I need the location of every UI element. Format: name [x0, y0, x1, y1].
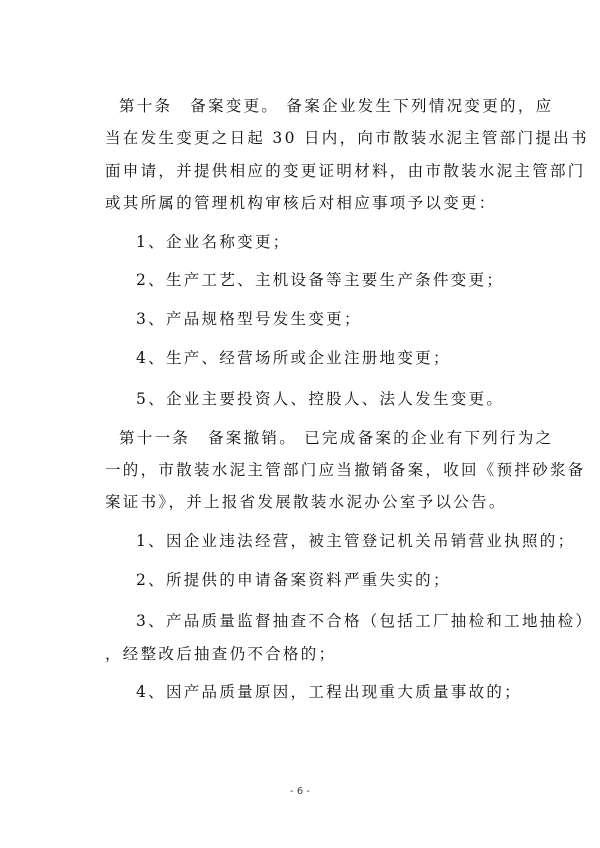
article11-item-2: 2、所提供的申请备案资料严重失实的；	[136, 571, 451, 589]
article10-item-3: 3、产品规格型号发生变更；	[136, 310, 362, 328]
article11-line-1: 第十一条 备案撤销。 已完成备案的企业有下列行为之	[119, 429, 554, 447]
article11-line-3: 案证书》，并上报省发展散装水泥办公室予以公告。	[105, 493, 507, 511]
article10-item-4: 4、生产、经营场所或企业注册地变更；	[136, 349, 451, 367]
article11-line-2: 一的，市散装水泥主管部门应当撤销备案，收回《预拌砂浆备	[105, 461, 586, 479]
article11-item-1: 1、因企业违法经营，被主管登记机关吊销营业执照的；	[136, 532, 576, 550]
page-number: - 6 -	[290, 786, 310, 797]
article11-item-3-continuation: ，经整改后抽查仍不合格的；	[105, 645, 337, 663]
article10-line-4: 或其所属的管理机构审核后对相应事项予以变更：	[105, 194, 497, 212]
article10-line-1: 第十条 备案变更。 备案企业发生下列情况变更的，应	[119, 97, 554, 115]
article10-line-3: 面申请，并提供相应的变更证明材料，由市散装水泥主管部门	[105, 162, 586, 180]
article11-item-3: 3、产品质量监督抽查不合格（包括工厂抽检和工地抽检）	[136, 612, 594, 630]
article10-item-1: 1、企业名称变更；	[136, 233, 291, 251]
article10-line-2: 当在发生变更之日起 30 日内，向市散装水泥主管部门提出书	[105, 129, 589, 147]
article11-item-4: 4、因产品质量原因，工程出现重大质量事故的；	[136, 683, 522, 701]
article10-item-5: 5、企业主要投资人、控股人、法人发生变更。	[136, 390, 505, 408]
article10-item-2: 2、生产工艺、主机设备等主要生产条件变更；	[136, 271, 505, 289]
